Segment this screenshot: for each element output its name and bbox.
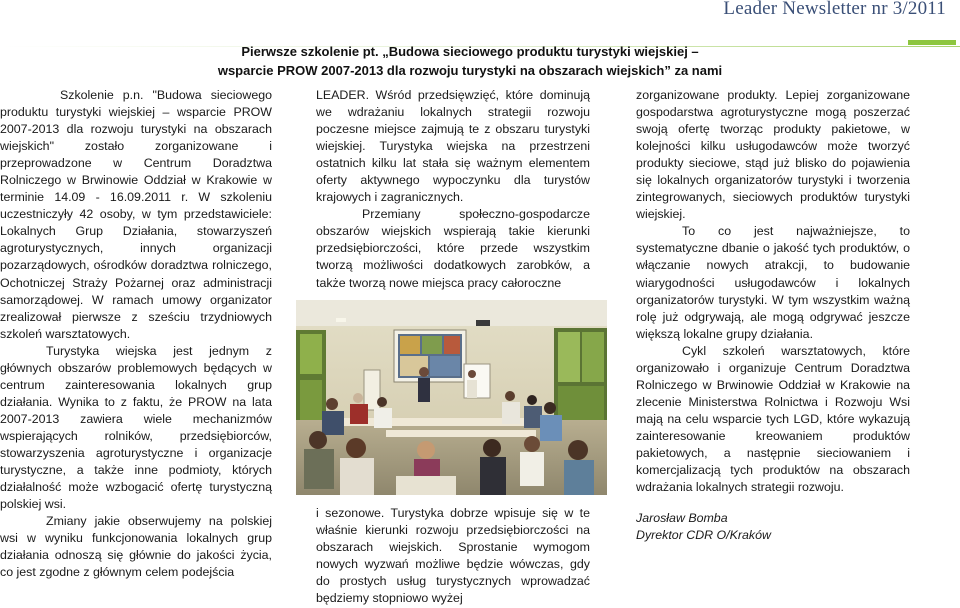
newsletter-title: Leader Newsletter nr 3/2011 — [723, 0, 946, 19]
article-column-2-bottom — [316, 505, 590, 607]
paragraph: LEADER. Wśród przedsięwzięć, które dominują we wdrażaniu lokalnych strategii rozwoju poczesne miejsce zajmują te z obszaru turystyki wiejskiej. Turystyka wiejska na przestrzeni ostatnich kilku lat stała się ważnym elementem oferty aktywnego wypoczynku dla turystów krajowych i zagranicznych. — [316, 88, 590, 205]
article-headline — [190, 42, 750, 80]
training-room-photo — [296, 300, 607, 495]
article-column-2-top — [316, 87, 590, 292]
article-column-3 — [636, 87, 910, 544]
paragraph: Turystyka wiejska jest jednym z głównych obszarów problemowych będących w centrum zainteresowania lokalnych grup działania. Wynika to z faktu, że PROW na lata 2007-2013 zawiera wiele mechanizmów wspierających rolników, przedsiębiorców, stowarzyszenia agroturystyczne i organizacje turystyczne, a także inne podmioty, których działalność może wzbogacić ofertę turystyczną polskiej wsi. — [0, 343, 272, 512]
signature-name: Jarosław Bomba — [636, 511, 728, 526]
signature-position: Dyrektor CDR O/Kraków — [636, 528, 771, 543]
paragraph: zorganizowane produkty. Lepiej zorganizowane gospodarstwa agroturystyczne mogą poszerzać swoją ofertę tworząc produkty pakietowe, w kolejności kilku usługodawców może tworzyć produkty sieciowe, stąd już blisko do pojawienia się lokalnych organizatorów turystyki i tworzenia zintegrowanych, sieciowych produktów turystyki wiejskiej. — [636, 88, 910, 222]
signature — [636, 510, 910, 544]
paragraph: To co jest najważniejsze, to systematyczne dbanie o jakość tych produktów, o włączanie nowych atrakcji, to budowanie wiarygodności usługodawców i lokalnych organizatorów turystyki. W tym wszystkim ważną rolę już odgrywają, ale mogą odgrywać jeszcze większą lokalne grupy działania. — [636, 224, 910, 341]
paragraph: Szkolenie p.n. "Budowa sieciowego produktu turystyki wiejskiej – wsparcie PROW 2007-2013 dla rozwoju turystyki na obszarach wiejskich" zostało zorganizowane i przeprowadzone w Centrum Doradztwa Rolniczego w Brwinowie Oddział w Krakowie w terminie 14.09 - 16.09.2011 r. W szkoleniu uczestniczyły 42 osoby, w tym przedstawiciele: Lokalnych Grup Działania, stowarzyszeń agroturystycznych, innych organizacji pozarządowych, ośrodków doradztwa rolniczego, Ochotniczej Straży Pożarnej oraz administracji samorządowej. W ramach umowy organizator zrealizował pierwsze z sześciu trzydniowych szkoleń warsztatowych. — [0, 88, 272, 341]
headline-line-1: Pierwsze szkolenie pt. „Budowa sieciowego produktu turystyki wiejskiej – — [241, 44, 699, 59]
paragraph: Przemiany społeczno-gospodarcze obszarów wiejskich wspierają takie kierunki przedsiębiorczości, które przede wszystkim tworzą możliwości dodatkowych zarobków, a także tworzą nowe miejsca pracy całoroczne — [316, 207, 590, 290]
paragraph: i sezonowe. Turystyka dobrze wpisuje się w te właśnie kierunki rozwoju przedsiębiorczości na obszarach wiejskich. Sprostanie wymogom nowych wyzwań możliwe będzie wówczas, gdy do prostych usług turystycznych wprowadzać będziemy stopniowo wyżej — [316, 506, 590, 606]
headline-line-2: wsparcie PROW 2007-2013 dla rozwoju turystyki na obszarach wiejskich” za nami — [217, 63, 723, 78]
accent-bar — [908, 40, 956, 45]
article-column-1 — [0, 87, 272, 581]
paragraph: Cykl szkoleń warsztatowych, które organizowało i organizuje Centrum Doradztwa Rolniczego w Brwinowie Oddział w Krakowie na zlecenie Ministerstwa Rolnictwa i Rozwoju Wsi mają na celu wsparcie tych LGD, które wykazują zainteresowanie kreowaniem produktów pakietowych, a następnie sieciowaniem i komercjalizacją tych produktów na obszarach wdrażania lokalnych strategii rozwoju. — [636, 343, 910, 495]
paragraph: Zmiany jakie obserwujemy na polskiej wsi w wyniku funkcjonowania lokalnych grup działania odnoszą się głównie do jakości życia, co jest zgodne z głównym celem podejścia — [0, 514, 272, 580]
